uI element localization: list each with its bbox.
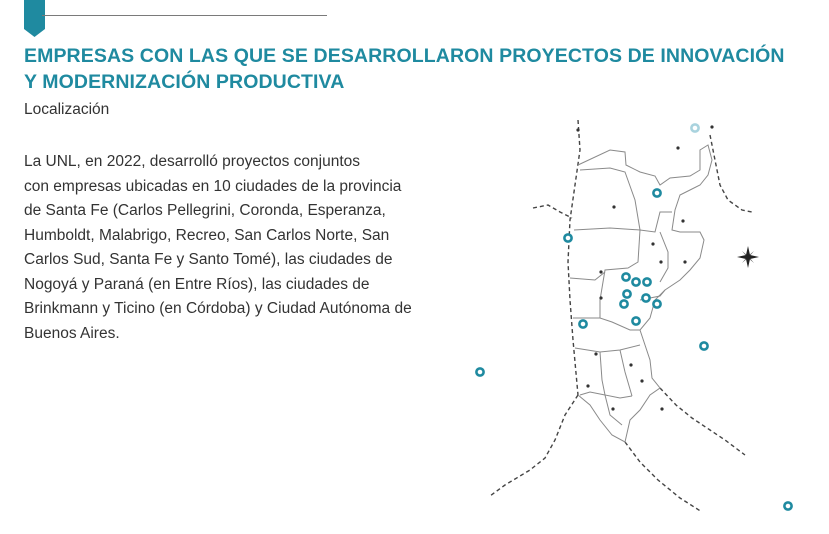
paragraph-line: Buenos Aires. xyxy=(24,324,120,342)
location-marker xyxy=(622,273,629,280)
paragraph-line: Nogoyá y Paraná (en Entre Ríos), las ciudades de xyxy=(24,275,370,293)
location-marker xyxy=(623,290,630,297)
paragraph-line: de Santa Fe (Carlos Pellegrini, Coronda, Esperanza, xyxy=(24,202,386,219)
location-marker xyxy=(700,342,707,349)
province-boundaries xyxy=(490,120,752,512)
location-marker xyxy=(564,234,571,241)
department-boundaries xyxy=(570,145,712,442)
title-line-1: EMPRESAS CON LAS QUE SE DESARROLLARON PROYECTOS DE INNOVACIÓN xyxy=(24,45,785,67)
location-marker xyxy=(691,124,698,131)
location-marker xyxy=(784,502,791,509)
location-marker xyxy=(653,189,660,196)
location-marker xyxy=(643,278,650,285)
location-marker xyxy=(620,300,627,307)
location-marker xyxy=(632,278,639,285)
compass-rose-icon xyxy=(737,246,759,268)
location-marker xyxy=(653,300,660,307)
location-marker xyxy=(632,317,639,324)
page-subtitle: Localización xyxy=(24,101,110,118)
title-line-2: Y MODERNIZACIÓN PRODUCTIVA xyxy=(24,71,345,93)
paragraph-line: Brinkmann y Ticino (en Córdoba) y Ciudad Autónoma de xyxy=(24,300,412,317)
company-markers xyxy=(476,124,791,509)
location-marker xyxy=(579,320,586,327)
paragraph-line: Carlos Sud, Santa Fe y Santo Tomé), las ciudades de xyxy=(24,251,393,268)
location-marker xyxy=(642,294,649,301)
paragraph-line: con empresas ubicadas en 10 ciudades de la provincia xyxy=(24,177,402,195)
paragraph-line: La UNL, en 2022, desarrolló proyectos conjuntos xyxy=(24,153,361,170)
location-marker xyxy=(476,368,483,375)
city-dots xyxy=(576,125,713,410)
paragraph-line: Humboldt, Malabrigo, Recreo, San Carlos Norte, San xyxy=(24,226,390,244)
